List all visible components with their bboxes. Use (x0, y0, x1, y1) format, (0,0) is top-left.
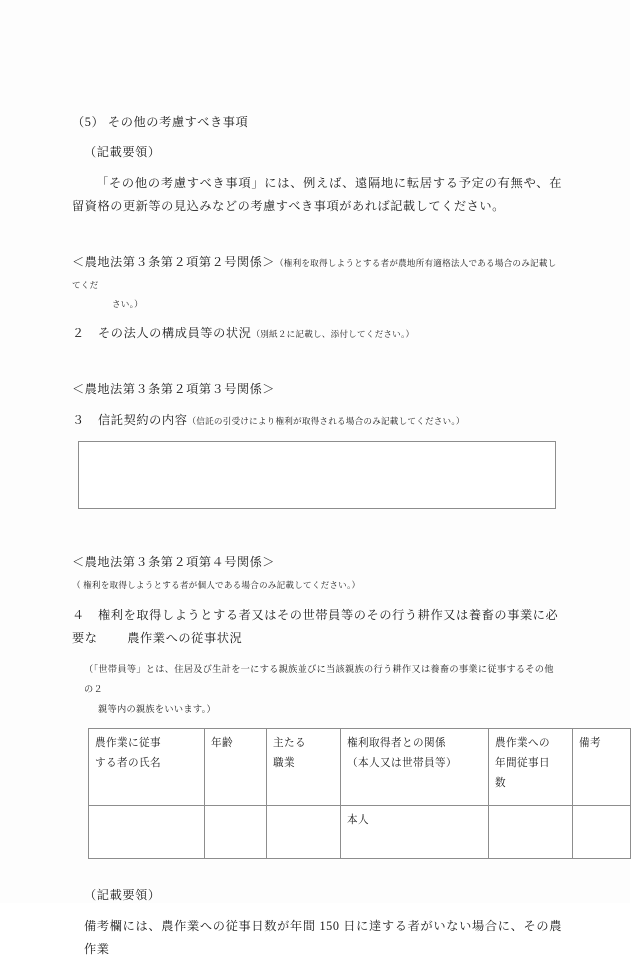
table-header-name (89, 729, 205, 806)
table-header-days-line3: 数 (495, 778, 506, 789)
item-4-definition-line2: 親等内の親族をいいます。） (98, 704, 217, 714)
relation-2-note-line2: さい。） (112, 299, 143, 309)
table-header-occupation-line1: 主たる (273, 738, 306, 749)
table-header-days (489, 729, 573, 806)
table-header-remarks (573, 729, 631, 806)
item-2-title: その法人の構成員等の状況 (98, 326, 252, 340)
relation-2-heading-row (72, 251, 562, 295)
section-5-guide-label: （記載要領） (84, 145, 161, 159)
farm-work-table (88, 728, 631, 859)
item-3-note: （信託の引受けにより権利が取得される場合のみ記載してください。） (187, 416, 465, 426)
table-header-name-line2: する者の氏名 (95, 758, 161, 769)
item-2-note: （別紙２に記載し、添付してください。） (251, 329, 415, 339)
table-header-relation-line2: （本人又は世帯員等） (347, 758, 457, 769)
item-3 (72, 409, 562, 432)
table-header-age (205, 729, 267, 806)
trust-contract-textbox[interactable] (78, 441, 556, 509)
table-cell-relation[interactable]: 本人 (341, 806, 489, 859)
table-header-name-line1: 農作業に従事 (95, 738, 161, 749)
section-5-heading: （5） その他の考慮すべき事項 (72, 115, 249, 129)
table-cell-age[interactable] (205, 806, 267, 859)
table-header-relation-line1: 権利取得者との関係 (347, 738, 446, 749)
table-header-remarks-line1: 備考 (579, 738, 601, 749)
item-4-title-line1: 権利を取得しようとする者又はその世帯員等のその行う耕作又は養畜の事業に必要な (72, 608, 559, 645)
relation-4-note: （ 権利を取得しようとする者が個人である場合のみ記載してください。） (72, 580, 361, 590)
relation-4-heading-row (72, 551, 562, 595)
relation-4-heading: ＜農地法第３条第２項第４号関係＞ (72, 555, 275, 569)
document-content (72, 112, 601, 961)
table-header-days-line1: 農作業への (495, 738, 550, 749)
item-3-number: ３ (72, 413, 85, 427)
relation-3-heading: ＜農地法第３条第２項第３号関係＞ (72, 382, 275, 396)
item-4-definition-line1: （「世帯員等」とは、住居及び生計を一にする親族並びに当該親族の行う耕作又は養畜の事業に従事するその他の２ (84, 664, 554, 694)
item-4 (72, 604, 562, 650)
table-header-row (89, 729, 631, 806)
table-header-occupation-line2: 職業 (273, 758, 295, 769)
section-5-guide-body: 「その他の考慮すべき事項」には、例えば、遠隔地に転居する予定の有無や、在留資格の更新等の見込みなどの考慮すべき事項があれば記載してください。 (72, 176, 562, 213)
table-header-days-line2: 年間従事日 (495, 758, 550, 769)
table-header-relation (341, 729, 489, 806)
table-cell-name[interactable] (89, 806, 205, 859)
footer-guide-label: （記載要領） (84, 888, 161, 902)
table-cell-remarks[interactable] (573, 806, 631, 859)
relation-2-note-line1: （権利を取得しようとする者が農地所有適格法人である場合のみ記載してくだ (72, 258, 557, 290)
footer-guide-body: 備考欄には、農作業への従事日数が年間 150 日に達する者がいない場合に、その農作業 (84, 919, 562, 956)
item-2-number: ２ (72, 326, 85, 340)
table-cell-days[interactable] (489, 806, 573, 859)
table-row (89, 806, 631, 859)
table-header-age-line1: 年齢 (211, 738, 233, 749)
item-3-title: 信託契約の内容 (98, 413, 188, 427)
item-4-number: ４ (72, 608, 85, 622)
table-header-occupation (267, 729, 341, 806)
relation-2-heading: ＜農地法第３条第２項第２号関係＞ (72, 255, 275, 269)
item-4-title-line2: 農作業への従事状況 (127, 631, 243, 645)
table-cell-occupation[interactable] (267, 806, 341, 859)
item-2 (72, 322, 562, 345)
